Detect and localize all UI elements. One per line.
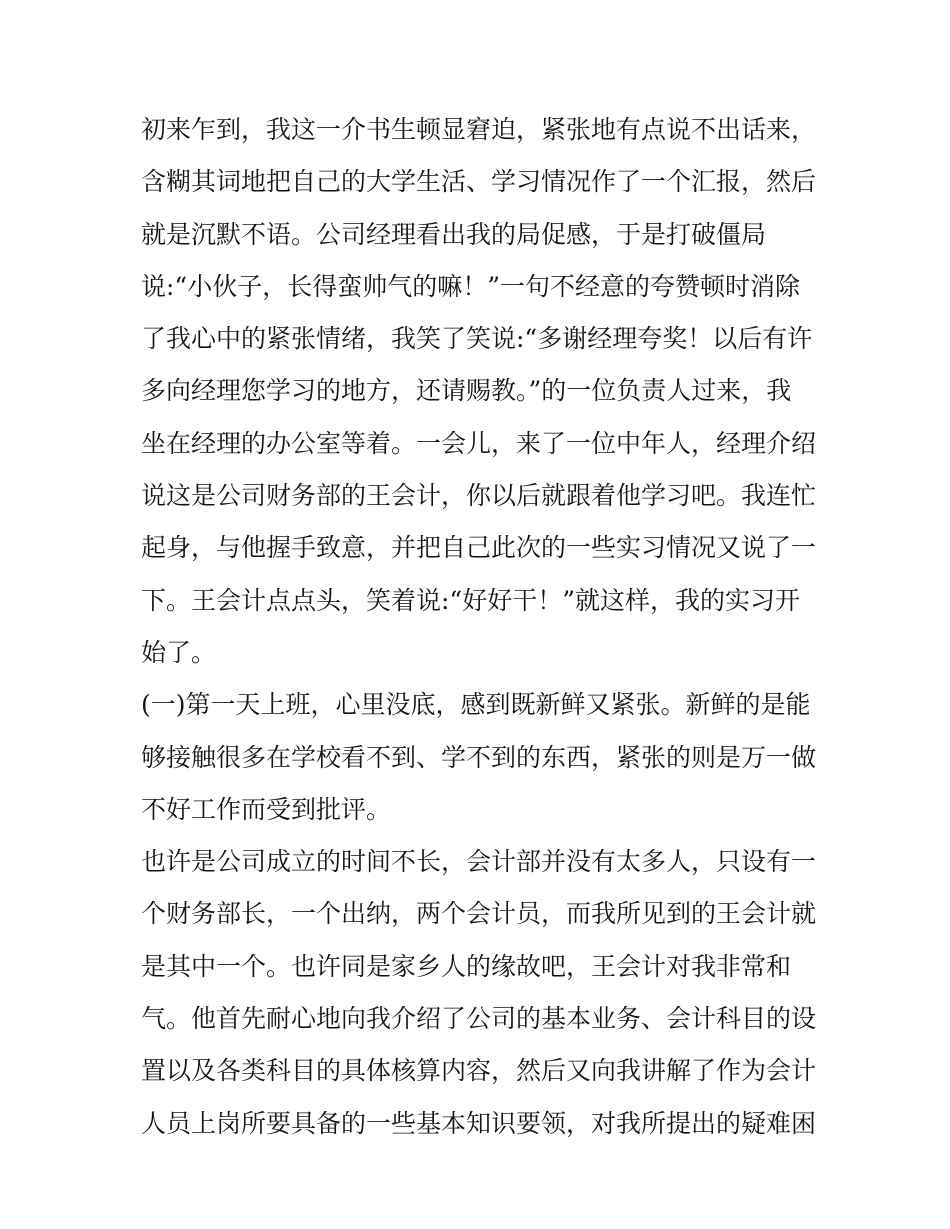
text-line: 起身，与他握手致意，并把自己此次的一些实习情况又说了一 <box>141 533 817 563</box>
text-line: 了我心中的紧张情绪，我笑了笑说:“多谢经理夸奖！以后有许 <box>141 324 813 354</box>
text-line: 说:“小伙子，长得蛮帅气的嘛！”一句不经意的夸赞顿时消除 <box>141 271 800 301</box>
text-line: 说这是公司财务部的王会计，你以后就跟着他学习吧。我连忙 <box>141 481 817 511</box>
text-line: 是其中一个。也许同是家乡人的缘故吧，王会计对我非常和 <box>141 951 792 981</box>
body-text <box>141 104 821 1150</box>
text-line: 就是沉默不语。公司经理看出我的局促感，于是打破僵局 <box>141 219 767 249</box>
text-line: 坐在经理的办公室等着。一会儿，来了一位中年人，经理介绍 <box>141 428 817 458</box>
text-line: 始了。 <box>141 637 217 667</box>
text-line: 含糊其词地把自己的大学生活、学习情况作了一个汇报，然后 <box>141 167 817 197</box>
text-line: 初来乍到，我这一介书生顿显窘迫，紧张地有点说不出话来， <box>141 115 817 144</box>
text-line: 也许是公司成立的时间不长，会计部并没有太多人，只设有一 <box>141 847 817 877</box>
text-line: 不好工作而受到批评。 <box>141 794 392 824</box>
text-line: 下。王会计点点头，笑着说:“好好干！”就这样，我的实习开 <box>141 585 800 615</box>
text-line: 人员上岗所要具备的一些基本知识要领，对我所提出的疑难困 <box>141 1108 817 1138</box>
text-line: 置以及各类科目的具体核算内容，然后又向我讲解了作为会计 <box>141 1056 817 1086</box>
text-line: 够接触很多在学校看不到、学不到的东西，紧张的则是万一做 <box>141 742 817 772</box>
text-line: 个财务部长，一个出纳，两个会计员，而我所见到的王会计就 <box>141 899 817 929</box>
text-line: 气。他首先耐心地向我介绍了公司的基本业务、会计科目的设 <box>141 1004 817 1034</box>
text-line: 多向经理您学习的地方，还请赐教。”的一位负责人过来，我 <box>141 376 792 406</box>
text-line: (一)第一天上班，心里没底，感到既新鲜又紧张。新鲜的是能 <box>141 690 811 720</box>
